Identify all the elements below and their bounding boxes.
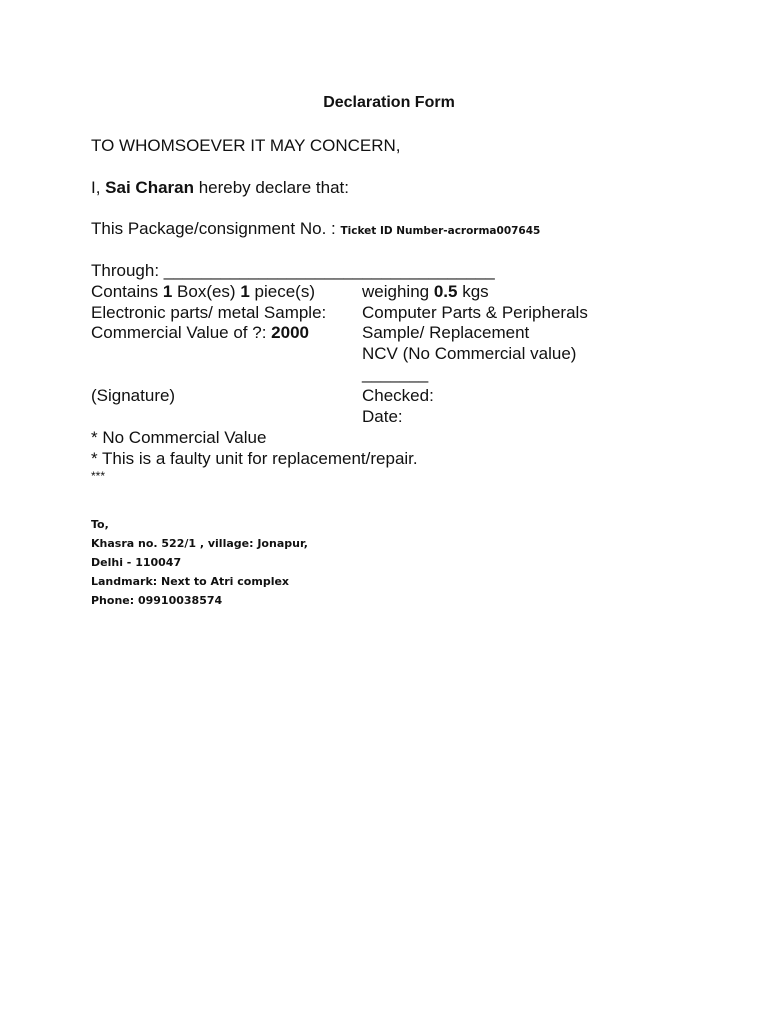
note-item: * No Commercial Value xyxy=(91,428,267,447)
address-line: Khasra no. 522/1 , village: Jonapur, xyxy=(91,537,308,550)
salutation: TO WHOMSOEVER IT MAY CONCERN, xyxy=(91,136,401,155)
piece-count: 1 xyxy=(240,282,250,301)
declaration-statement xyxy=(91,177,349,198)
sample-replacement: Sample/ Replacement xyxy=(362,323,530,342)
weighing-prefix: weighing xyxy=(362,282,434,301)
address-line: Delhi - 110047 xyxy=(91,556,182,569)
consignment-line xyxy=(91,218,540,242)
date-label: Date: xyxy=(362,407,403,426)
through-label: Through: xyxy=(91,261,164,280)
stars-separator: *** xyxy=(91,469,106,483)
weighing-line xyxy=(362,281,489,302)
ncv-text: NCV (No Commercial value) xyxy=(362,344,577,363)
address-to: To, xyxy=(91,518,109,531)
weight-unit: kgs xyxy=(457,282,489,301)
contains-prefix: Contains xyxy=(91,282,163,301)
box-label: Box(es) xyxy=(172,282,241,301)
consignment-number: Ticket ID Number-acrorma007645 xyxy=(340,225,541,237)
weight-value: 0.5 xyxy=(433,282,458,301)
commercial-value-label: Commercial Value of ?: xyxy=(91,323,272,342)
commercial-value-amount: 2000 xyxy=(271,323,309,342)
signature-label: (Signature) xyxy=(91,386,176,405)
note-item: * This is a faulty unit for replacement/repair. xyxy=(91,449,418,468)
computer-parts-value: Computer Parts & Peripherals xyxy=(362,303,588,322)
electronic-parts-label: Electronic parts/ metal Sample: xyxy=(91,303,327,322)
declarant-suffix: hereby declare that: xyxy=(193,178,349,197)
address-landmark: Landmark: Next to Atri complex xyxy=(91,575,290,588)
piece-label: piece(s) xyxy=(249,282,315,301)
through-blank: ___________________________________ xyxy=(163,261,495,280)
commercial-value-line xyxy=(91,322,309,343)
contains-line xyxy=(91,281,315,302)
page-title: Declaration Form xyxy=(323,94,455,111)
signature-blank: _______ xyxy=(362,364,429,383)
checked-label: Checked: xyxy=(362,386,434,405)
consignment-label: This Package/consignment No. : xyxy=(91,219,341,238)
through-line xyxy=(91,260,495,281)
box-count: 1 xyxy=(162,282,173,301)
declarant-prefix: I, xyxy=(91,178,106,197)
address-phone: Phone: 09910038574 xyxy=(91,594,223,607)
declarant-name: Sai Charan xyxy=(105,178,194,197)
